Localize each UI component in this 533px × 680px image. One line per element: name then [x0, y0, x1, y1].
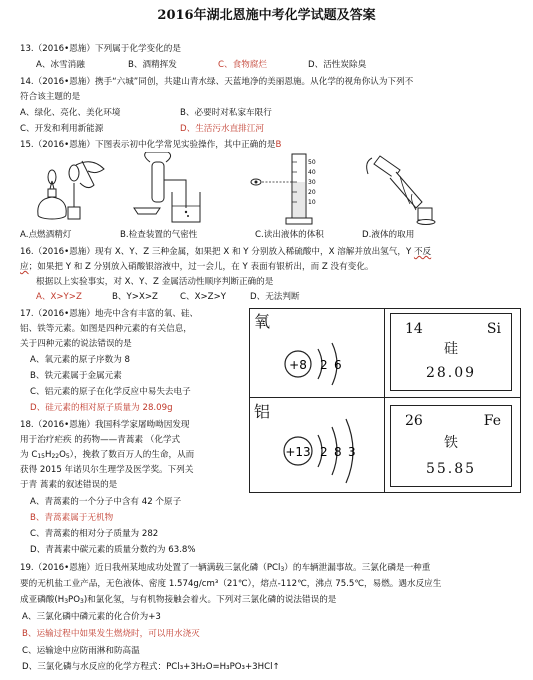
q18-line-1: 18.（2016•恩施）我国科学家屠呦呦因发现: [20, 420, 190, 430]
q18-line-5: 于青 蒿素的叙述错误的是: [20, 480, 118, 490]
liquid-pouring-illustration: [360, 152, 440, 228]
oxygen-name: 氧: [254, 312, 271, 331]
q17-option-c: C、铝元素的原子在化学反应中易失去电子: [30, 387, 191, 397]
q15-caption-a: A.点燃酒精灯: [20, 230, 72, 240]
silicon-symbol: Si: [486, 321, 501, 337]
q19-option-b: B、运输过程中如果发生燃烧时，可以用水浇灭: [22, 629, 200, 639]
q14-option-b: B、必要时对私家车限行: [180, 108, 272, 118]
q16-option-c: C、X>Z>Y: [180, 292, 227, 302]
q18-option-c: C、青蒿素的相对分子质量为 282: [30, 529, 159, 539]
q15-stem: 15.（2016•恩施）下图表示初中化学常见实验操作，其中正确的是B: [20, 140, 282, 150]
q13-stem: 13.（2016•恩施）下列属于化学变化的是: [20, 44, 181, 54]
q18-option-a: A、青蒿素的一个分子中含有 42 个原子: [30, 497, 182, 507]
q17-line-2: 铝、铁等元素。如图是四种元素的有关信息，: [20, 324, 192, 334]
q14-option-c: C、开发和利用新能源: [20, 124, 104, 134]
q15-answer: B: [275, 140, 282, 150]
q19-option-a: A、三氯化磷中磷元素的化合价为+3: [22, 612, 161, 622]
aluminum-shell-1: 2: [320, 445, 328, 459]
q17-line-1: 17.（2016•恩施）地壳中含有丰富的氧、硅、: [20, 309, 199, 319]
q17-option-d: D、硅元素的相对原子质量为 28.09g: [30, 403, 173, 413]
q15-caption-b: B.检查装置的气密性: [120, 230, 198, 240]
q19-line-2: 要的无机盐工业产品，无色液体、密度 1.574g/cm³（21℃），熔点-112℃，沸点 75.5℃，易燃。遇水反应生: [20, 579, 442, 589]
oxygen-shell-2: 6: [334, 358, 342, 372]
q13-option-a: A、冰雪消融: [36, 60, 85, 70]
q17-option-a: A、氧元素的原子序数为 8: [30, 355, 131, 365]
q19-option-c: C、运输途中应防雨淋和防高温: [22, 646, 140, 656]
iron-cell: [390, 405, 512, 487]
q16-line-3: 根据以上实验事实，对 X、Y、Z 金属活动性顺序判断正确的是: [36, 277, 274, 287]
q16-option-a: A、X>Y>Z: [36, 292, 82, 302]
aluminum-shell-2: 8: [334, 445, 342, 459]
iron-mass: 55.85: [425, 461, 477, 477]
q17-option-b: B、铁元素属于金属元素: [30, 371, 122, 381]
q16-line-2: 应；如果把 Y 和 Z 分别放入硝酸银溶液中，过一会儿，在 Y 表面有银析出，而 Z 没有变化。: [20, 262, 374, 272]
cylinder-tick-label: 50: [308, 159, 316, 166]
q16-option-d: D、无法判断: [250, 292, 300, 302]
silicon-mass: 28.09: [425, 365, 477, 381]
silicon-name: 硅: [444, 341, 458, 357]
page-title: 2016年湖北恩施中考化学试题及答案: [157, 8, 376, 23]
iron-symbol: Fe: [483, 413, 501, 429]
q14-option-d: D、生活污水直排江河: [180, 124, 264, 134]
q19-line-1: 19.（2016•恩施）近日我州某地成功处置了一辆满载三氯化磷（PCl3）的车辆泄漏事故。三氯化磷是一种重: [20, 563, 431, 573]
q13-option-b: B、酒精挥发: [128, 60, 177, 70]
iron-name: 铁: [444, 435, 458, 451]
q15-caption-d: D.液体的取用: [362, 230, 415, 240]
q18-line-3: 为 C15H22O5），挽救了数百万人的生命，从而: [20, 450, 195, 460]
aluminum-shell-3: 3: [348, 445, 356, 459]
silicon-cell: [390, 313, 512, 391]
q18-option-b: B、青蒿素属于无机物: [30, 513, 114, 523]
element-info-table: [249, 308, 521, 493]
q13-option-d: D、活性炭除臭: [308, 60, 367, 70]
oxygen-atom-structure: [280, 331, 370, 397]
oxygen-nucleus: +8: [289, 358, 307, 372]
q18-line-4: 获得 2015 年诺贝尔生理学及医学奖。下列关: [20, 465, 194, 475]
cylinder-tick-label: 10: [308, 199, 316, 206]
q17-line-3: 关于四种元素的说法错误的是: [20, 339, 132, 349]
cylinder-tick-label: 30: [308, 179, 316, 186]
q14-option-a: A、绿化、亮化、美化环境: [20, 108, 121, 118]
q14-line-1: 14.（2016•恩施）携手“六城”同创，共建山青水绿、天蓝地净的美丽恩施。从化学的视角你认为下列不: [20, 77, 414, 87]
q18-option-d: D、青蒿素中碳元素的质量分数约为 63.8%: [30, 545, 196, 555]
aluminum-atom-structure: [280, 413, 380, 489]
q18-line-2: 用于治疗疟疾 的药物——青蒿素 （化学式: [20, 435, 181, 445]
airtightness-check-illustration: [128, 152, 208, 228]
aluminum-name: 铝: [254, 402, 271, 421]
silicon-number: 14: [405, 321, 423, 337]
q13-option-c: C、食物腐烂: [218, 60, 267, 70]
alcohol-lamp-illustration: [22, 155, 112, 227]
oxygen-shell-1: 2: [320, 358, 328, 372]
q16-option-b: B、Y>X>Z: [112, 292, 158, 302]
cylinder-tick-label: 40: [308, 169, 316, 176]
q15-caption-c: C.读出液体的体积: [255, 230, 324, 240]
measuring-cylinder-illustration: [250, 152, 340, 226]
iron-number: 26: [405, 413, 423, 429]
aluminum-nucleus: +13: [285, 445, 311, 459]
q19-line-3: 成亚磷酸(H3PO3)和氯化氢，与有机物接触会着火。下列对三氯化磷的说法错误的是: [20, 595, 337, 605]
q19-option-d: D、三氯化磷与水反应的化学方程式：PCl₃+3H₂O=H₃PO₃+3HCl↑: [22, 662, 280, 672]
cylinder-tick-label: 20: [308, 189, 316, 196]
q14-line-2: 符合该主题的是: [20, 92, 81, 102]
q16-line-1: 16.（2016•恩施）现有 X、Y、Z 三种金属，如果把 X 和 Y 分别放入稀硫酸中，X 溶解并放出氢气，Y 不反: [20, 247, 432, 257]
